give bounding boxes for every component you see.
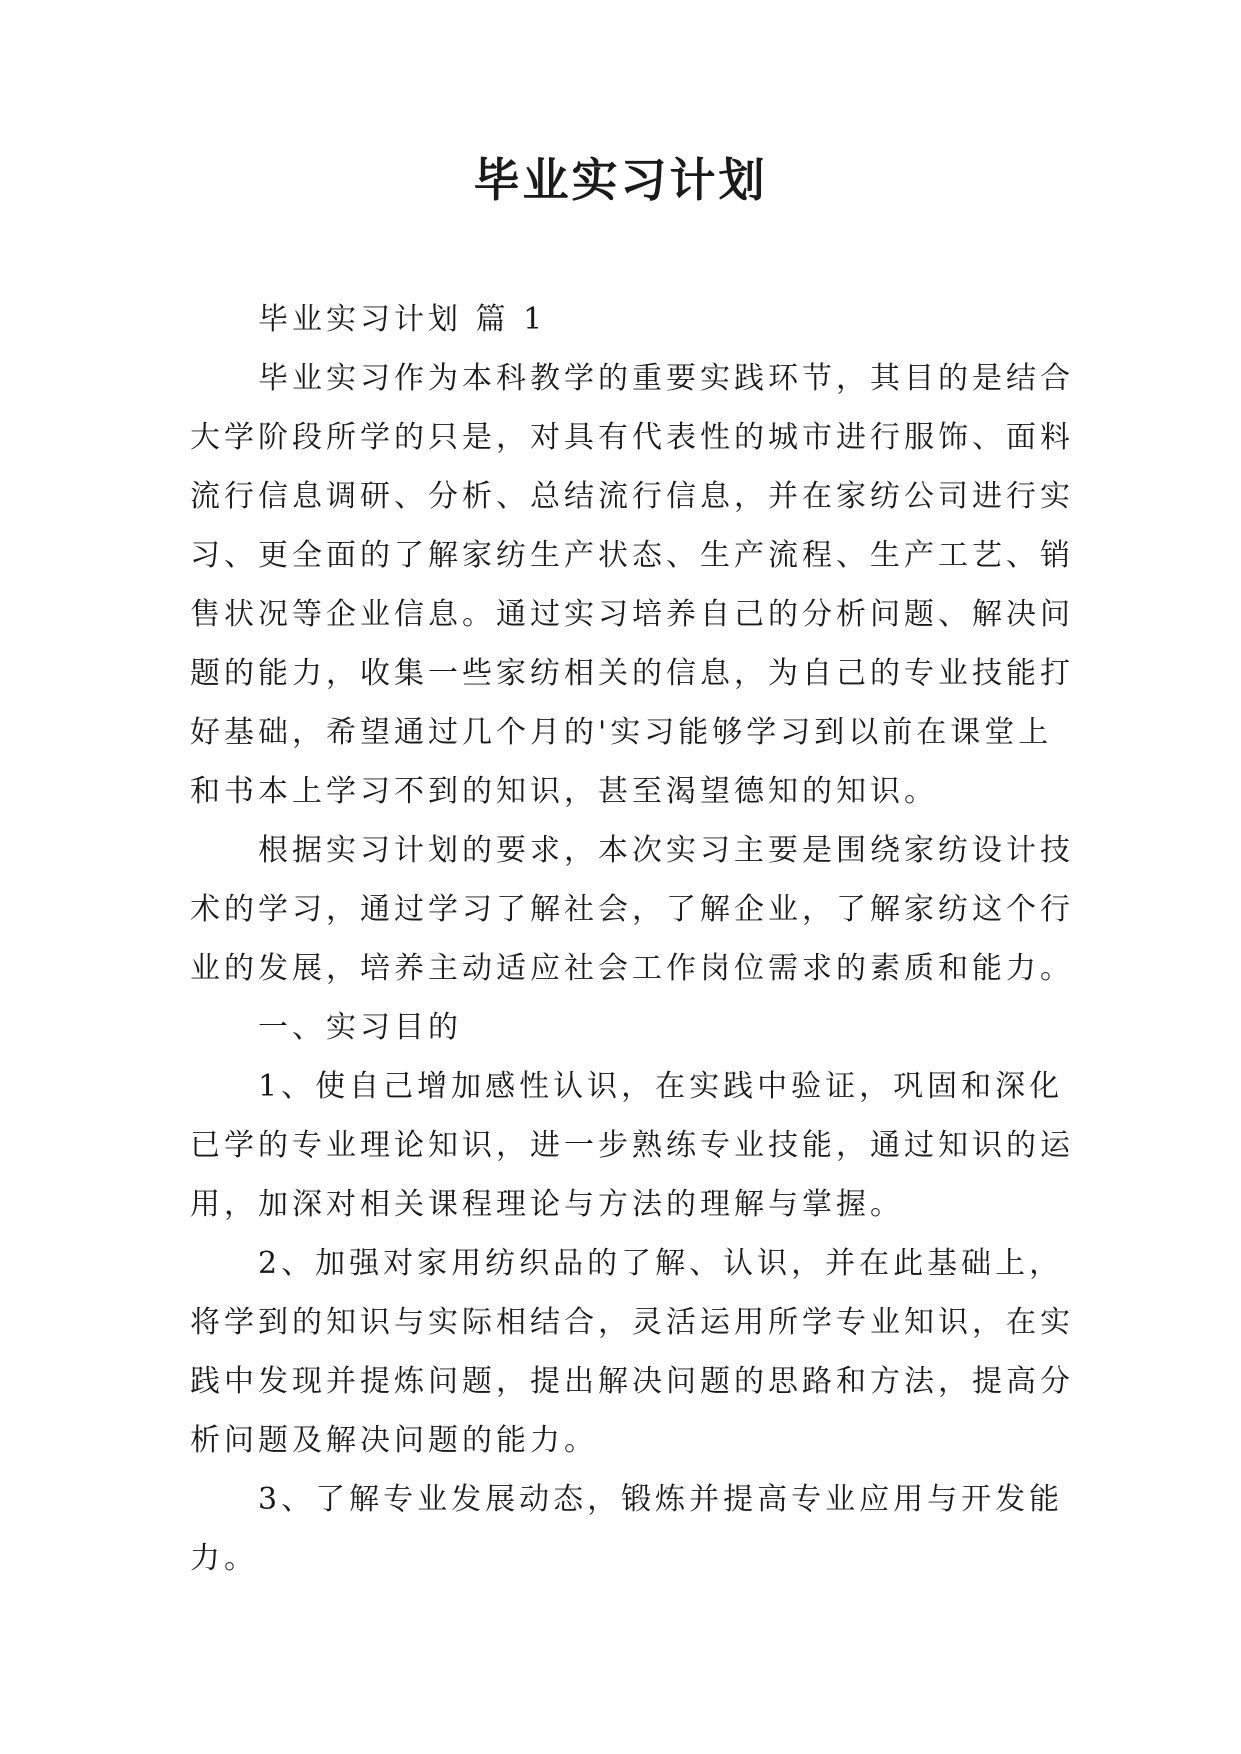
- text-line: 将学到的知识与实际相结合，灵活运用所学专业知识，在实: [190, 1305, 1074, 1340]
- text-line: 3、了解专业发展动态，锻炼并提高专业应用与开发能: [258, 1482, 1064, 1517]
- text-line: 好基础，希望通过几个月的'实习能够学习到以前在课堂上: [190, 715, 1053, 750]
- text-line: 和书本上学习不到的知识，甚至渴望德知的知识。: [190, 774, 938, 809]
- text-line: 力。: [190, 1541, 258, 1576]
- text-line: 践中发现并提炼问题，提出解决问题的思路和方法，提高分: [190, 1364, 1074, 1399]
- text-line: 毕业实习作为本科教学的重要实践环节，其目的是结合: [258, 361, 1074, 396]
- document-body: [190, 290, 1074, 1588]
- text-line: 售状况等企业信息。通过实习培养自己的分析问题、解决问: [190, 597, 1074, 632]
- text-line: 1、使自己增加感性认识，在实践中验证，巩固和深化: [258, 1069, 1064, 1104]
- text-line: 业的发展，培养主动适应社会工作岗位需求的素质和能力。: [190, 951, 1074, 986]
- text-line: 流行信息调研、分析、总结流行信息，并在家纺公司进行实: [190, 479, 1074, 514]
- text-line: 已学的专业理论知识，进一步熟练专业技能，通过知识的运: [190, 1128, 1074, 1163]
- text-line: 根据实习计划的要求，本次实习主要是围绕家纺设计技: [258, 833, 1074, 868]
- text-line: 题的能力，收集一些家纺相关的信息，为自己的专业技能打: [190, 656, 1074, 691]
- text-line: 一、实习目的: [258, 1010, 462, 1045]
- document-title: 毕业实习计划: [473, 153, 768, 207]
- text-line: 毕业实习计划 篇 1: [258, 302, 547, 337]
- text-line: 2、加强对家用纺织品的了解、认识，并在此基础上，: [258, 1246, 1064, 1281]
- text-line: 用，加深对相关课程理论与方法的理解与掌握。: [190, 1187, 904, 1222]
- text-line: 大学阶段所学的只是，对具有代表性的城市进行服饰、面料: [190, 420, 1074, 455]
- text-line: 析问题及解决问题的能力。: [190, 1423, 598, 1458]
- text-line: 习、更全面的了解家纺生产状态、生产流程、生产工艺、销: [190, 538, 1074, 573]
- text-line: 术的学习，通过学习了解社会，了解企业，了解家纺这个行: [190, 892, 1074, 927]
